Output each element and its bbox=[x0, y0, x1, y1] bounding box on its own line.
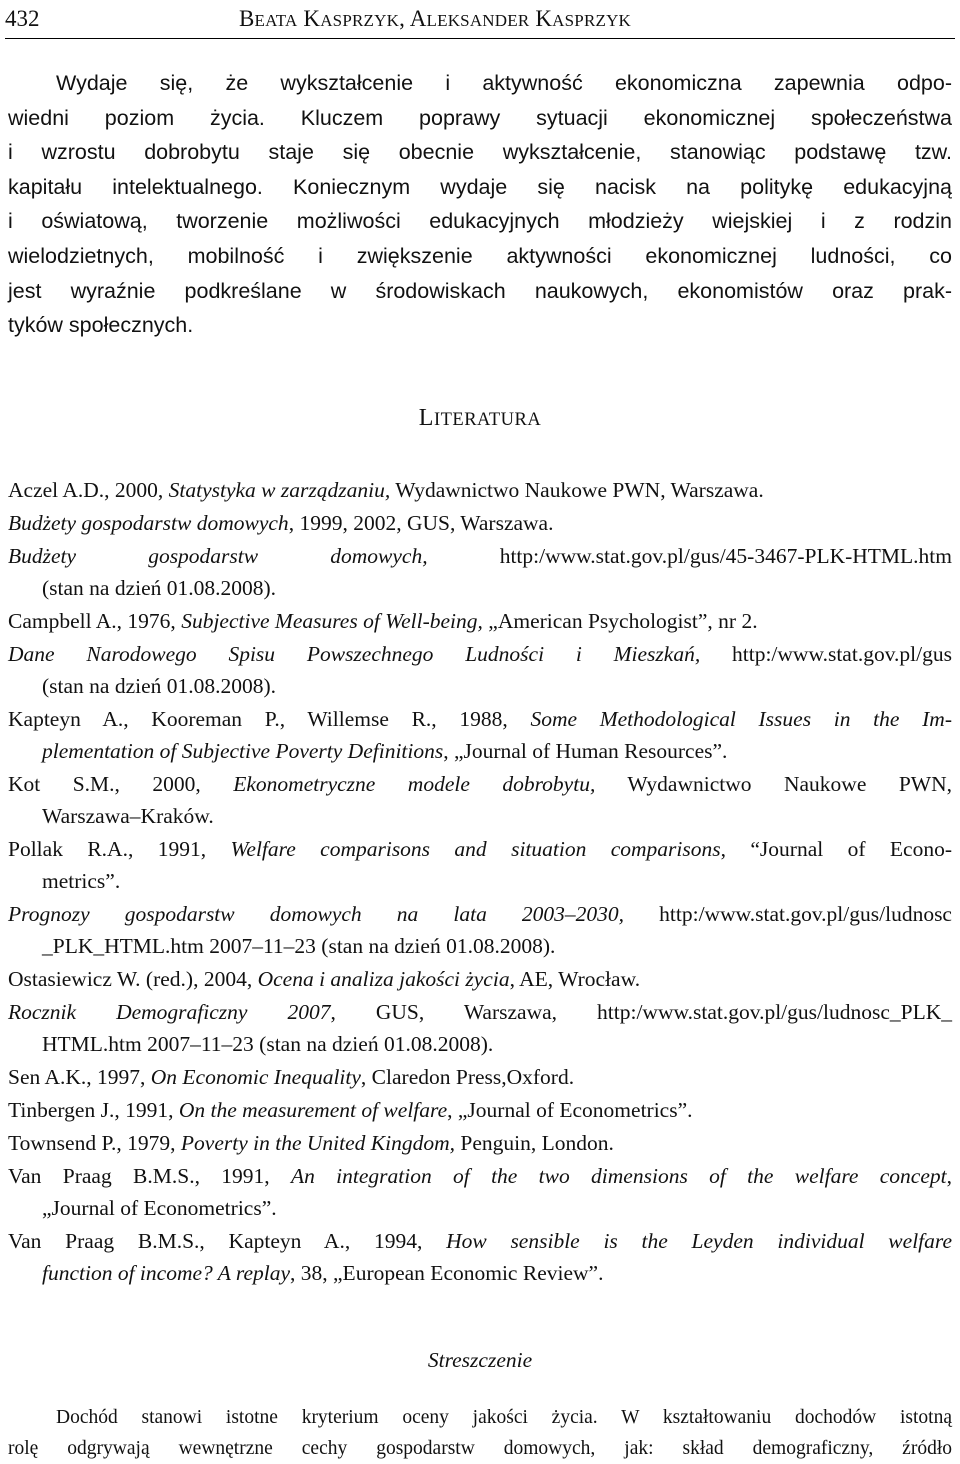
reference-item: Budżety gospodarstw domowych, http:/www.stat.gov.pl/gus/45-3467-PLK-HTML.htm (stan na dzień 01.08.2008). bbox=[8, 544, 952, 600]
reference-item: Tinbergen J., 1991, On the measurement of welfare, „Journal of Econometrics”. bbox=[8, 1098, 693, 1122]
text-line: rolę odgrywają wewnętrzne cechy gospodarstw domowych, jak: skład demograficzny, źródło bbox=[8, 1438, 952, 1459]
reference-list bbox=[8, 474, 952, 1290]
text-line: wielodzietnych, mobilność i zwiększenie aktywności ekonomicznej ludności, co bbox=[8, 243, 952, 268]
running-head-authors: BEATA KASPRZYK, ALEKSANDER KASPRZYK bbox=[239, 6, 632, 31]
page-number: 432 bbox=[5, 6, 40, 31]
text-line: jest wyraźnie podkreślane w środowiskach naukowych, ekonomistów oraz prak- bbox=[8, 278, 952, 303]
reference-item: Aczel A.D., 2000, Statystyka w zarządzaniu, Wydawnictwo Naukowe PWN, Warszawa. bbox=[8, 478, 764, 502]
summary-title: Streszczenie bbox=[427, 1348, 533, 1372]
reference-item: Ostasiewicz W. (red.), 2004, Ocena i analiza jakości życia, AE, Wrocław. bbox=[8, 967, 641, 991]
reference-item: Dane Narodowego Spisu Powszechnego Ludności i Mieszkań, http:/www.stat.gov.pl/gus (stan na dzień 01.08.2008). bbox=[8, 642, 952, 698]
reference-item: Campbell A., 1976, Subjective Measures of Well-being, „American Psychologist”, nr 2. bbox=[8, 609, 758, 633]
running-header bbox=[5, 2, 955, 39]
reference-item: Van Praag B.M.S., Kapteyn A., 1994, How sensible is the Leyden individual welfare function of income? A replay, 38, „European Economic Review”. bbox=[8, 1229, 952, 1285]
reference-item: Rocznik Demograficzny 2007, GUS, Warszawa, http:/www.stat.gov.pl/gus/ludnosc_PLK_ HTML.htm 2007–11–23 (stan na dzień 01.08.2008). bbox=[8, 1000, 952, 1056]
text-line: i wzrostu dobrobytu staje się obecnie wykształcenie, stanowiąc podstawę tzw. bbox=[8, 140, 952, 165]
text-line: wiedni poziom życia. Kluczem poprawy sytuacji ekonomicznej społeczeństwa bbox=[8, 105, 952, 130]
reference-item: Kapteyn A., Kooreman P., Willemse R., 1988, Some Methodological Issues in the Im- plementation of Subjective Poverty Definitions, „Journal of Human Resources”. bbox=[8, 707, 952, 763]
text-line: i oświatową, tworzenie możliwości edukacyjnych młodzieży wiejskiej i z rodzin bbox=[8, 209, 952, 234]
reference-item: Pollak R.A., 1991, Welfare comparisons and situation comparisons, “Journal of Econo- metrics”. bbox=[8, 837, 952, 893]
text-line: tyków społecznych. bbox=[8, 313, 194, 338]
intro-paragraph bbox=[8, 66, 952, 343]
reference-item: Kot S.M., 2000, Ekonometryczne modele dobrobytu, Wydawnictwo Naukowe PWN, Warszawa–Kraków. bbox=[8, 772, 952, 828]
reference-item: Townsend P., 1979, Poverty in the United Kingdom, Penguin, London. bbox=[8, 1131, 614, 1155]
text-line: Dochód stanowi istotne kryterium oceny jakości życia. W kształtowaniu dochodów istotną bbox=[56, 1407, 952, 1428]
literature-heading: LITERATURA bbox=[418, 405, 542, 431]
text-line: Wydaje się, że wykształcenie i aktywność ekonomiczna zapewnia odpo- bbox=[56, 71, 952, 95]
reference-item: Prognozy gospodarstw domowych na lata 2003–2030, http:/www.stat.gov.pl/gus/ludnosc _PLK_HTML.htm 2007–11–23 (stan na dzień 01.08.2008). bbox=[8, 902, 952, 958]
reference-item: Van Praag B.M.S., 1991, An integration of the two dimensions of the welfare concept, „Journal of Econometrics”. bbox=[8, 1164, 952, 1220]
reference-item: Budżety gospodarstw domowych, 1999, 2002, GUS, Warszawa. bbox=[8, 511, 554, 535]
reference-item: Sen A.K., 1997, On Economic Inequality, Claredon Press,Oxford. bbox=[8, 1065, 575, 1089]
text-line: kapitału intelektualnego. Koniecznym wydaje się nacisk na politykę edukacyjną bbox=[8, 174, 952, 199]
summary-paragraph bbox=[8, 1402, 952, 1464]
